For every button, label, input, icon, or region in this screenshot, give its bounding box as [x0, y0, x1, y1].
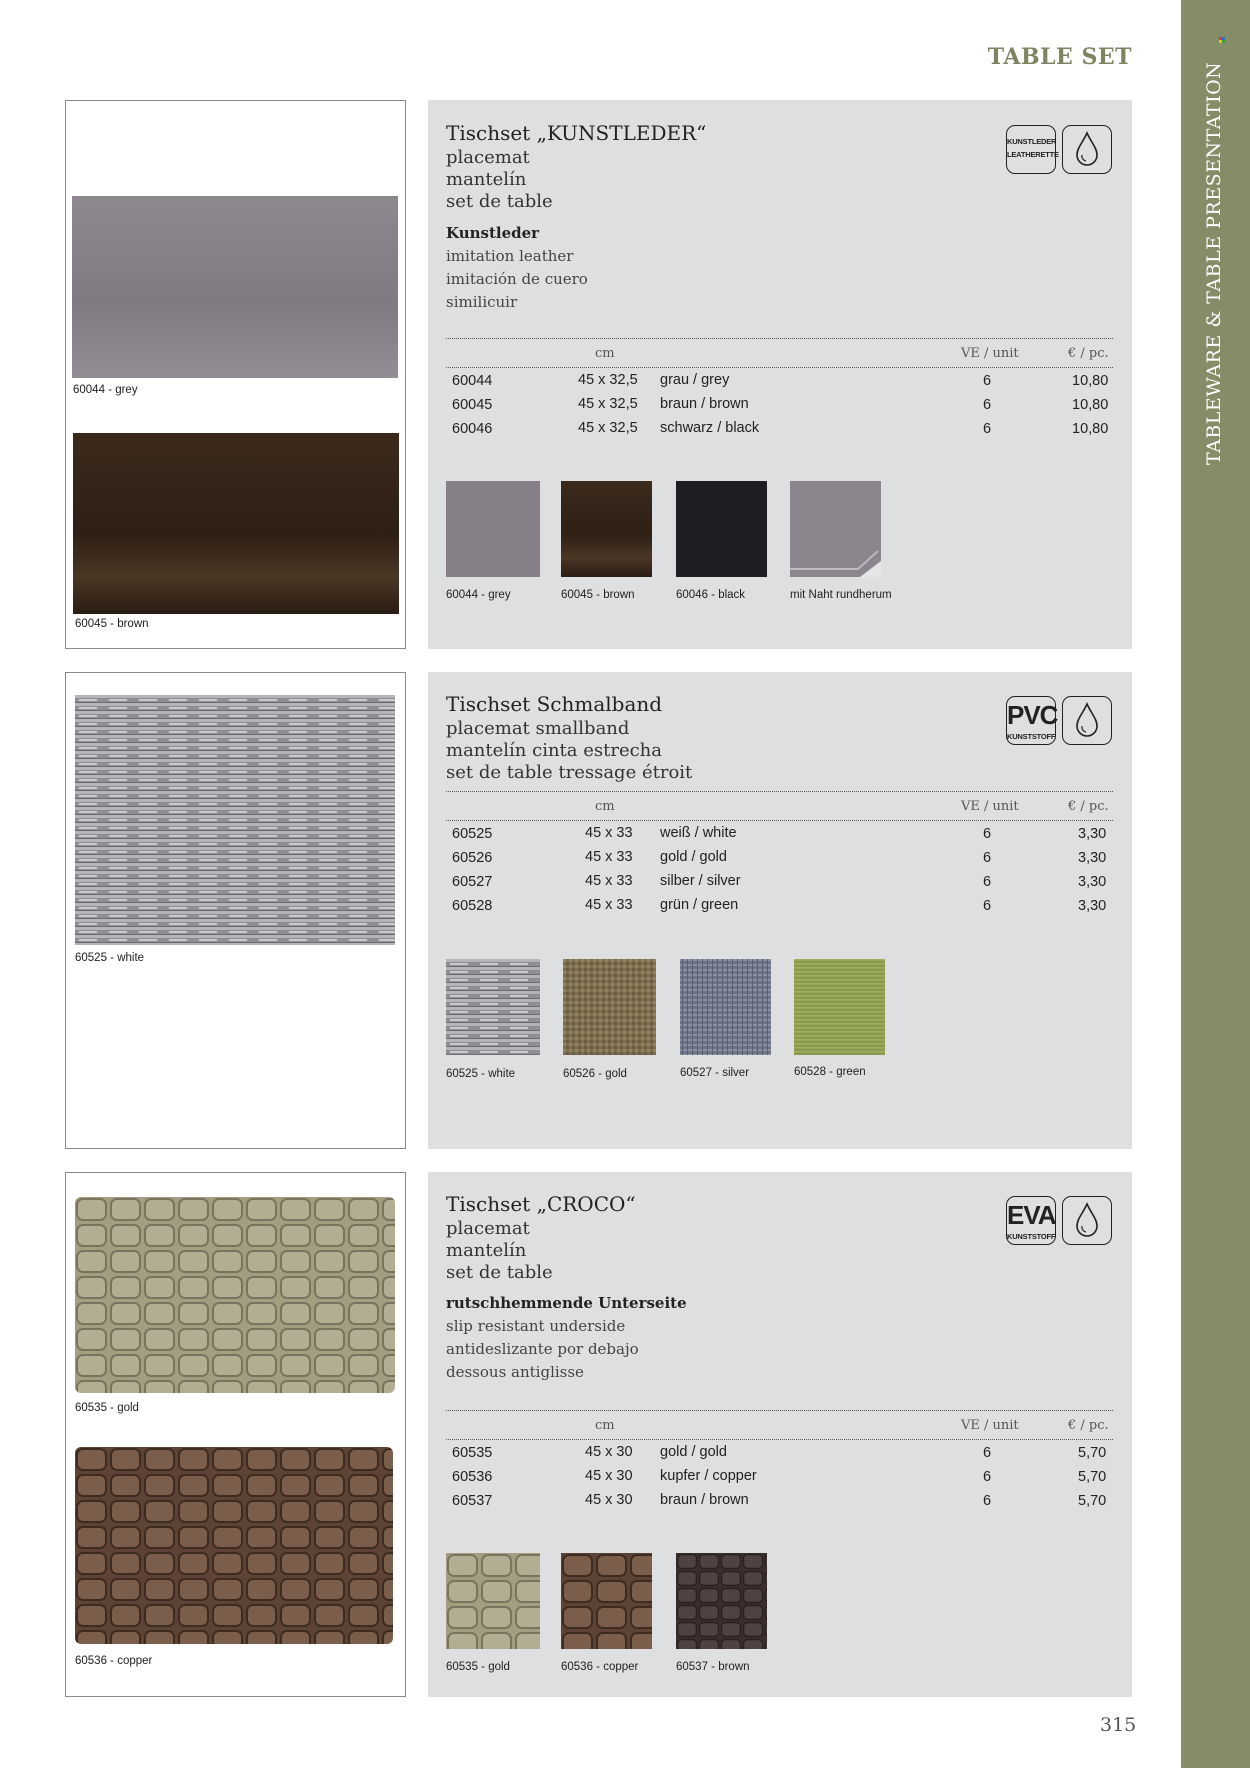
swatch-caption: 60044 - grey — [446, 589, 511, 601]
photo-caption: 60045 - brown — [75, 618, 149, 630]
product-photo-gold — [75, 1197, 395, 1393]
swatch-brown — [676, 1553, 767, 1649]
product-subtitle: mantelín cinta estrecha — [446, 740, 663, 761]
material-label: Kunstleder — [446, 224, 540, 242]
page-number: 315 — [1100, 1714, 1137, 1736]
material-badge: PVC KUNSTSTOFF — [1006, 696, 1056, 745]
product-image-frame — [65, 1172, 406, 1697]
swatch-brown — [561, 481, 652, 577]
swatch-copper — [561, 1553, 652, 1649]
product-subtitle: placemat smallband — [446, 718, 630, 739]
sidebar-title: TABLEWARE & TABLE PRESENTATION — [1203, 61, 1225, 465]
table-divider — [446, 1410, 1113, 1411]
col-header-cm: cm — [595, 799, 615, 814]
product-info-panel: Tischset „KUNSTLEDER“ placemat mantelín set de table Kunstleder imitation leather imitación de cuero similicuir KUNSTLEDER LEATHERETTE cm VE / unit € / pc. 60044 45 x 32,5 grau / grey 6 10,80 60045 45 x 32,5 braun / brown 6 10,80 60046 45 x 32,5 schwarz / black 6 10,80 60044 - grey 60045 - brown 60046 - black mit Naht rundherum — [428, 100, 1132, 649]
swatch-caption: 60535 - gold — [446, 1661, 510, 1673]
swatch-white — [446, 959, 540, 1055]
table-divider — [446, 791, 1113, 792]
photo-caption: 60525 - white — [75, 952, 145, 964]
table-divider — [446, 338, 1113, 339]
product-subtitle: set de table — [446, 1262, 553, 1283]
product-subtitle: placemat — [446, 147, 530, 168]
product-subtitle: set de table tressage étroit — [446, 762, 693, 783]
material-line: slip resistant underside — [446, 1317, 626, 1335]
color-dot-green — [1222, 40, 1225, 43]
water-drop-icon — [1074, 702, 1100, 738]
swatch-caption: 60045 - brown — [561, 589, 635, 601]
swatch-caption: 60537 - brown — [676, 1661, 750, 1673]
product-subtitle: placemat — [446, 1218, 530, 1239]
product-photo-copper — [75, 1447, 393, 1644]
swatch-caption: 60527 - silver — [680, 1067, 750, 1079]
col-header-price: € / pc. — [1068, 1418, 1109, 1433]
col-header-cm: cm — [595, 1418, 615, 1433]
material-label: rutschhemmende Unterseite — [446, 1294, 687, 1312]
product-title: Tischset Schmalband — [446, 692, 663, 716]
swatch-black — [676, 481, 767, 577]
product-subtitle: mantelín — [446, 1240, 527, 1261]
product-image-frame — [65, 672, 406, 1149]
swatch-grey — [446, 481, 540, 577]
swatch-silver — [680, 959, 771, 1055]
swatch-caption: 60046 - black — [676, 589, 746, 601]
table-divider — [446, 367, 1113, 368]
product-info-panel: Tischset „CROCO“ placemat mantelín set de table rutschhemmende Unterseite slip resistant underside antideslizante por debajo dessous antiglisse EVA KUNSTSTOFF cm VE / unit € / pc. 60535 45 x 30 gold / gold 6 5,70 60536 45 x 30 kupfer / copper 6 5,70 60537 45 x 30 braun / brown 6 5,70 60535 - gold 60536 - copper 60537 - brown — [428, 1172, 1132, 1697]
product-photo-brown — [73, 433, 399, 614]
product-photo-white — [75, 695, 395, 945]
col-header-unit: VE / unit — [961, 799, 1019, 814]
swatch-green — [794, 959, 885, 1055]
col-header-unit: VE / unit — [961, 346, 1019, 361]
col-header-unit: VE / unit — [961, 1418, 1019, 1433]
swatch-caption: 60525 - white — [446, 1068, 516, 1080]
swatch-caption: 60528 - green — [794, 1066, 866, 1078]
product-title: Tischset „KUNSTLEDER“ — [446, 121, 707, 145]
col-header-price: € / pc. — [1068, 799, 1109, 814]
product-subtitle: mantelín — [446, 169, 527, 190]
material-line: imitación de cuero — [446, 270, 588, 288]
table-divider — [446, 820, 1113, 821]
material-line: dessous antiglisse — [446, 1363, 584, 1381]
material-badge: KUNSTLEDER LEATHERETTE — [1006, 125, 1056, 174]
waterproof-badge — [1062, 1196, 1112, 1245]
swatch-gold — [563, 959, 656, 1055]
product-subtitle: set de table — [446, 191, 553, 212]
page-title: TABLE SET — [987, 44, 1132, 70]
swatch-caption: 60536 - copper — [561, 1661, 639, 1673]
product-title: Tischset „CROCO“ — [446, 1192, 636, 1216]
photo-caption: 60536 - copper — [75, 1655, 153, 1667]
water-drop-icon — [1074, 1202, 1100, 1238]
swatch-caption: 60526 - gold — [563, 1068, 627, 1080]
product-image-frame — [65, 100, 406, 649]
water-drop-icon — [1074, 131, 1100, 167]
waterproof-badge — [1062, 696, 1112, 745]
waterproof-badge — [1062, 125, 1112, 174]
col-header-cm: cm — [595, 346, 615, 361]
product-photo-grey — [72, 196, 398, 378]
material-line: antideslizante por debajo — [446, 1340, 639, 1358]
swatch-seam-detail — [790, 481, 881, 577]
material-badge: EVA KUNSTSTOFF — [1006, 1196, 1056, 1245]
material-line: similicuir — [446, 293, 518, 311]
table-divider — [446, 1439, 1113, 1440]
product-info-panel: Tischset Schmalband placemat smallband mantelín cinta estrecha set de table tressage étroit PVC KUNSTSTOFF cm VE / unit € / pc. 60525 45 x 33 weiß / white 6 3,30 60526 45 x 33 gold / gold 6 3,30 60527 45 x 33 silber / silver 6 3,30 60528 45 x 33 grün / green 6 3,30 60525 - white 60526 - gold 60527 - silver 60528 - green — [428, 672, 1132, 1149]
material-line: imitation leather — [446, 247, 574, 265]
col-header-price: € / pc. — [1068, 346, 1109, 361]
swatch-gold — [446, 1553, 540, 1649]
swatch-caption: mit Naht rundherum — [790, 589, 892, 601]
photo-caption: 60044 - grey — [73, 384, 138, 396]
photo-caption: 60535 - gold — [75, 1402, 139, 1414]
